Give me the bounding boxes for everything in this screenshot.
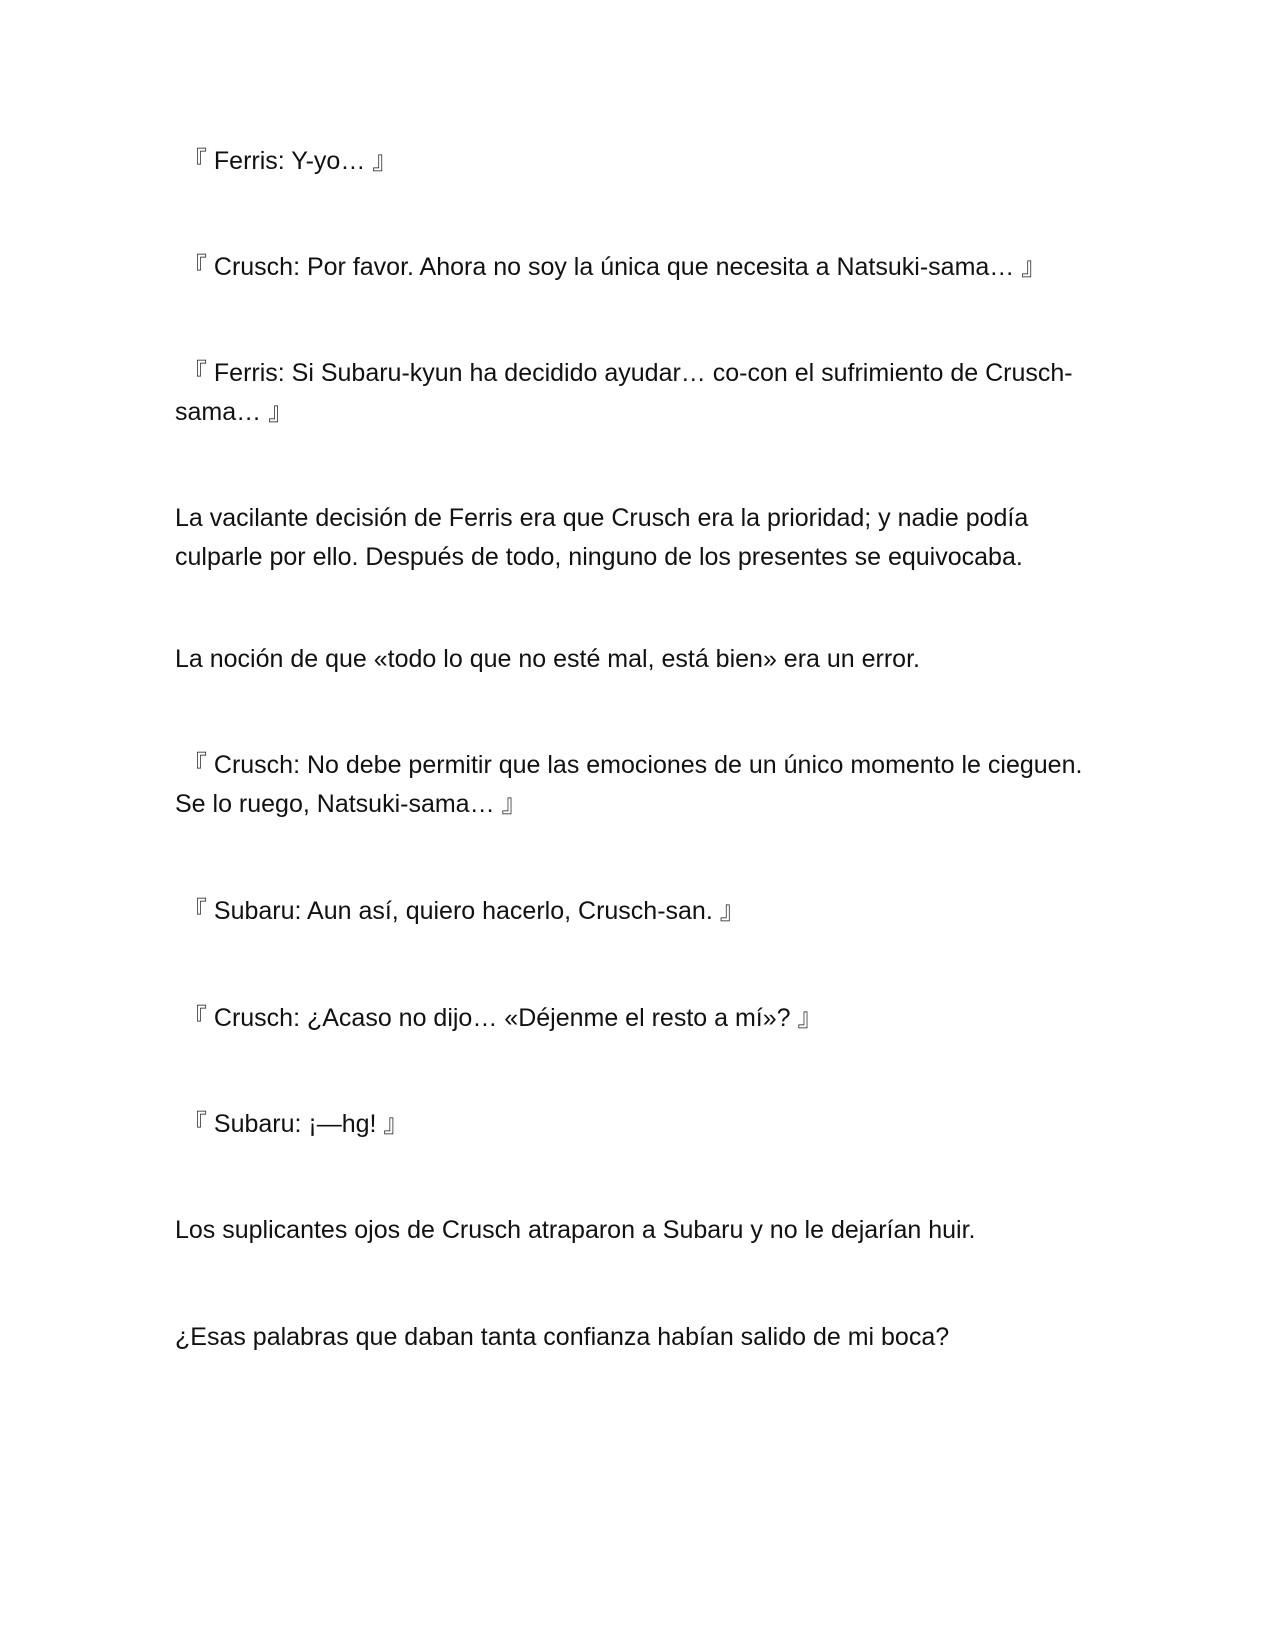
dialogue-crusch-1: 『 Crusch: Por favor. Ahora no soy la única que necesita a Natsuki-sama… 』 xyxy=(175,253,1047,281)
narration-paragraph-2: La noción de que «todo lo que no esté mal, está bien» era un error. xyxy=(175,645,920,673)
narration-paragraph-3: Los suplicantes ojos de Crusch atraparon a Subaru y no le dejarían huir. xyxy=(175,1216,976,1244)
dialogue-ferris-1: 『 Ferris: Y-yo… 』 xyxy=(175,147,398,175)
dialogue-subaru-1: 『 Subaru: Aun así, quiero hacerlo, Crusch-san. 』 xyxy=(175,897,745,925)
dialogue-ferris-2: 『 Ferris: Si Subaru-kyun ha decidido ayudar… co-con el sufrimiento de Crusch-sama… 』 xyxy=(175,359,1073,426)
narration-paragraph-4: ¿Esas palabras que daban tanta confianza habían salido de mi boca? xyxy=(175,1323,950,1351)
narration-paragraph-1: La vacilante decisión de Ferris era que Crusch era la prioridad; y nadie podía culparle por ello. Después de todo, ninguno de los presentes se equivocaba. xyxy=(175,504,1029,571)
dialogue-subaru-2: 『 Subaru: ¡—hg! 』 xyxy=(175,1110,409,1138)
dialogue-crusch-3: 『 Crusch: ¿Acaso no dijo… «Déjenme el resto a mí»? 』 xyxy=(175,1004,823,1032)
dialogue-crusch-2: 『 Crusch: No debe permitir que las emociones de un único momento le cieguen. Se lo ruego, Natsuki-sama… 』 xyxy=(175,751,1083,818)
